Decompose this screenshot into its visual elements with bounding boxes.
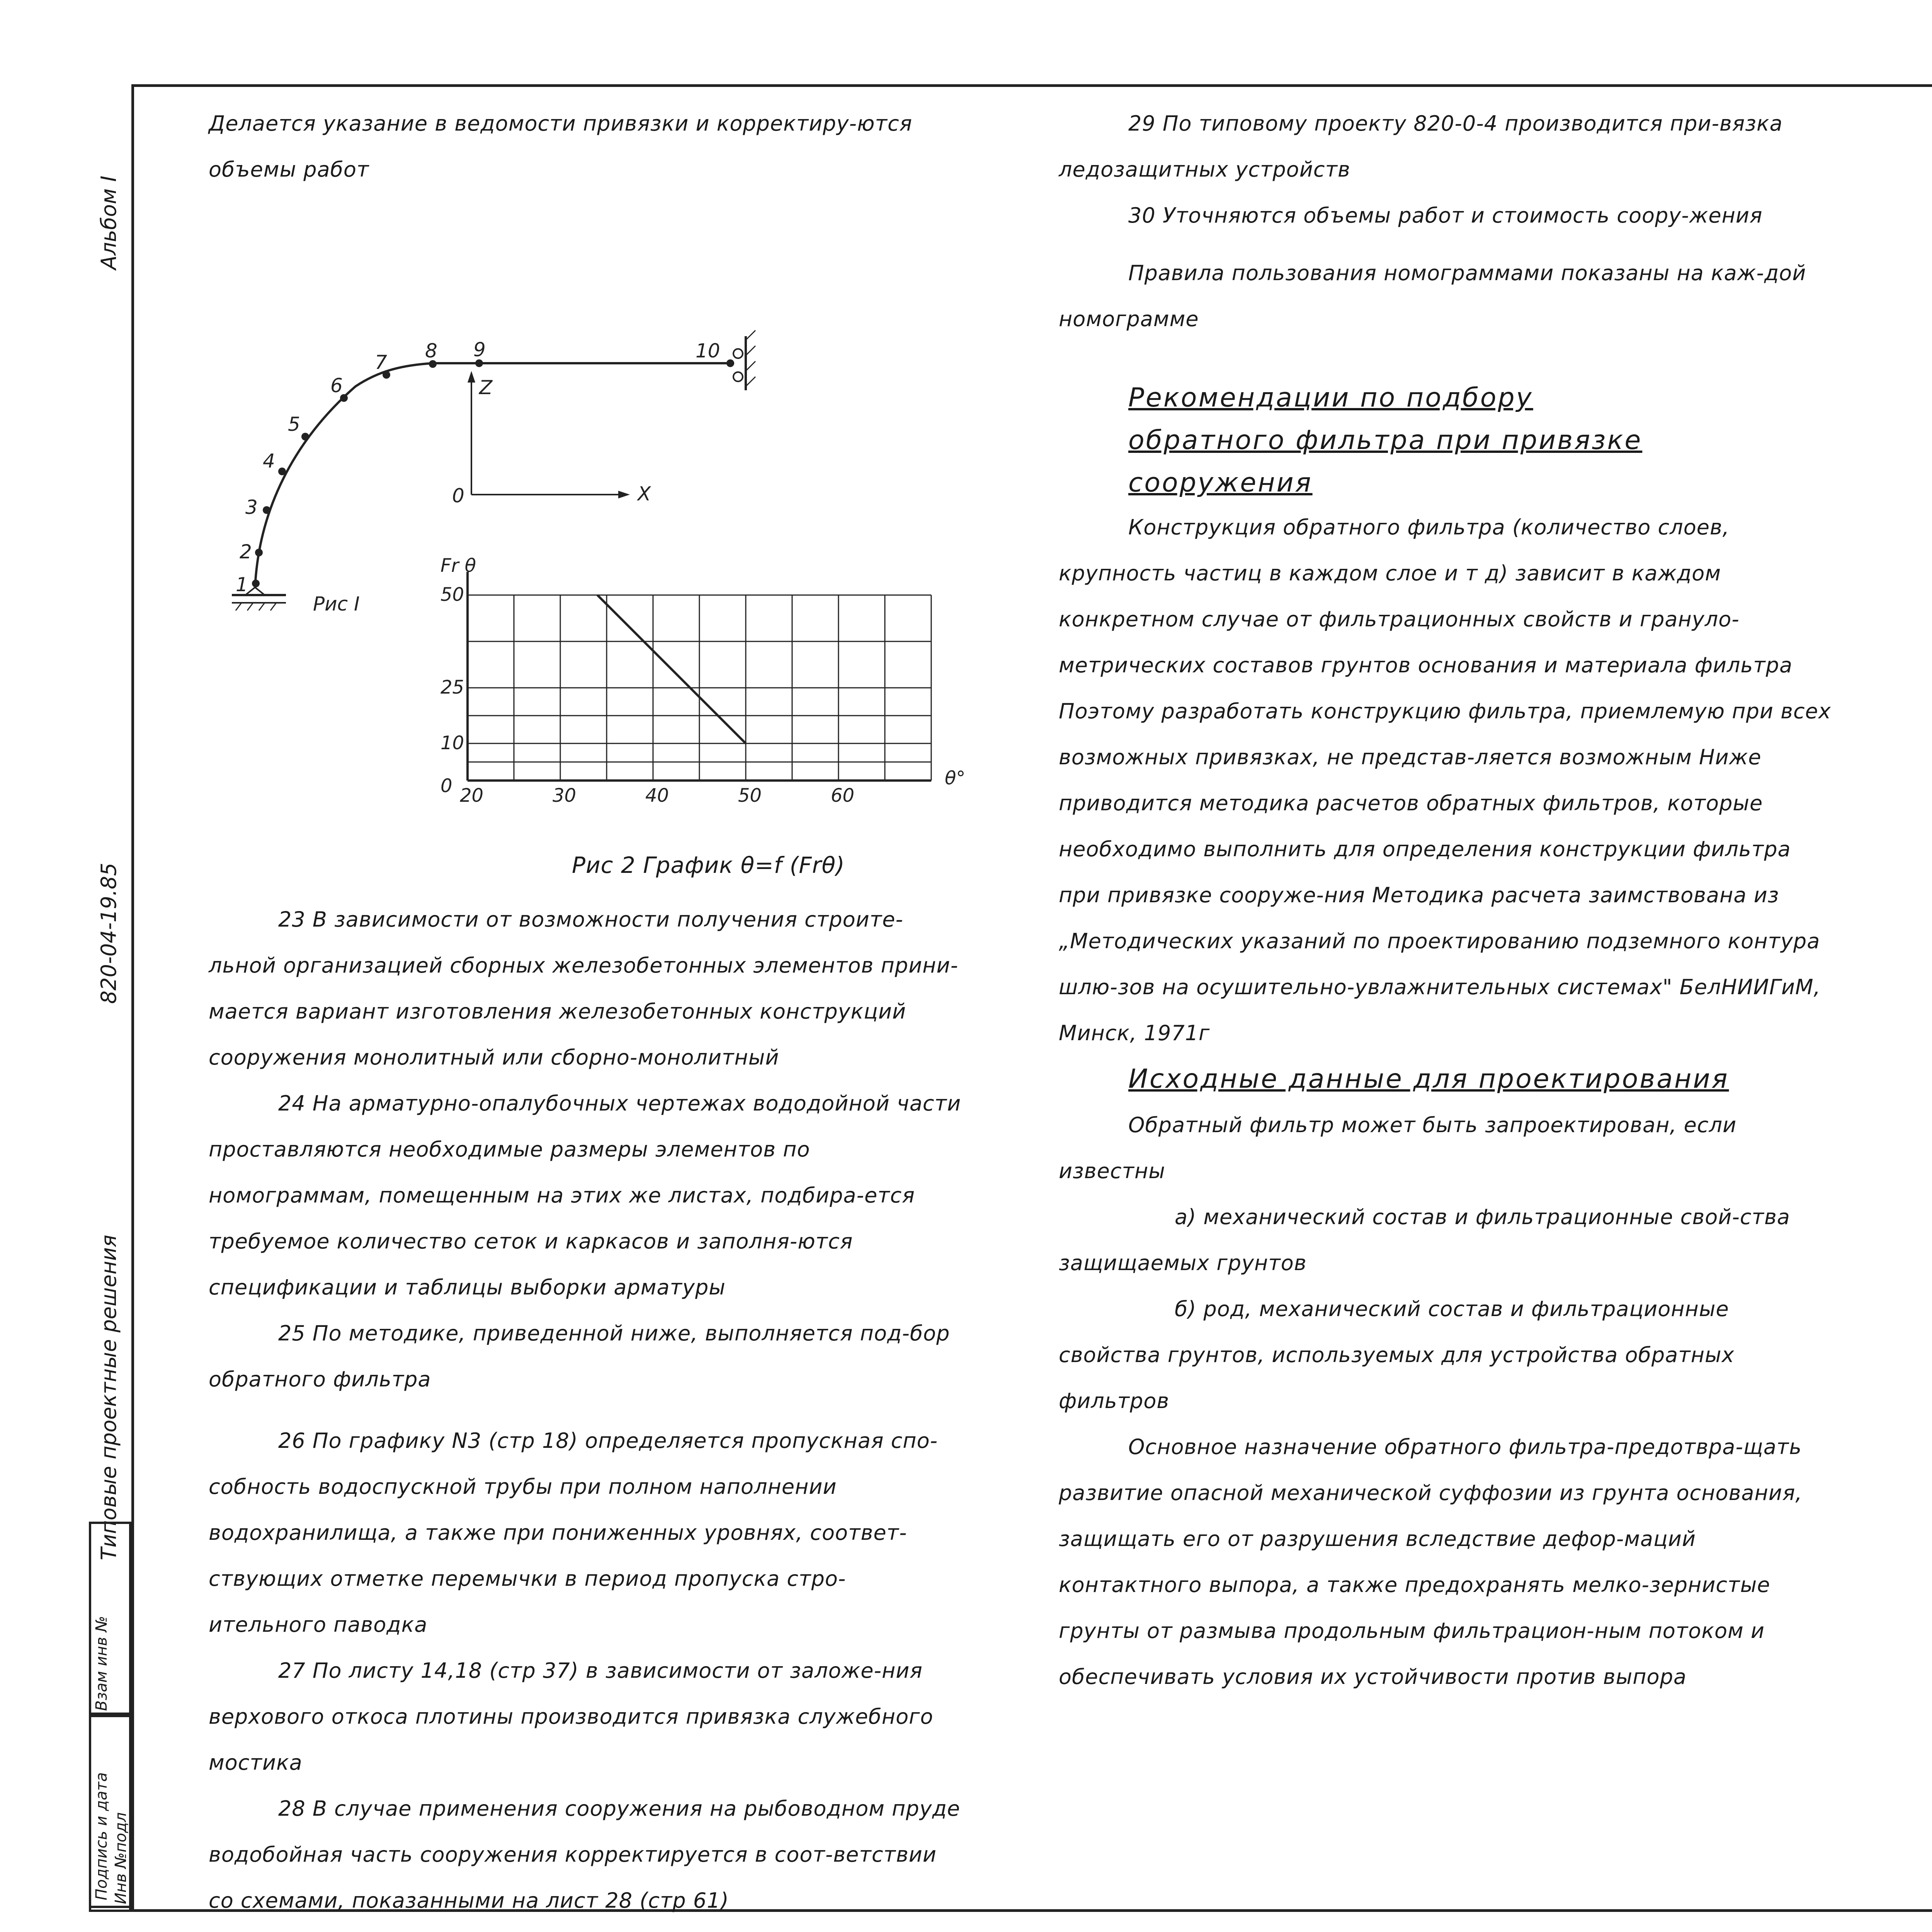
album-label: Альбом I <box>97 175 121 270</box>
point-label-1: 1 <box>236 573 248 596</box>
recommendations-text: Конструкция обратного фильтра (количество слоев, крупность частиц в каждом слое и т д) зависит в каждом конкретном случае от фильтрационных свойств и грануло-метрических составов грунтов основания и материала фильтра Поэтому разработать конструкцию фильтра, приемлемую при всех возможных привязках, не представ-ляется возможным Ниже приводится методика расчетов обратных фильтров, которые необходимо выполнить для определения конструкции фильтра при привязке сооруже-ния Методика расчета заимствована из „Методических указаний по проектированию подземного контура шлю-зов на осушительно-увлажнительных системах" БелНИИГиМ, Минск, 1971г <box>1059 515 1831 1045</box>
item-a: а) механический состав и фильтрационные свой-ства защищаемых грунтов <box>1059 1205 1790 1275</box>
stamp-cell-bottom <box>89 1908 131 1912</box>
paragraph-24: 24 На арматурно-опалубочных чертежах вододойной части проставляются необходимые размеры элементов по номограммам, помещенным на этих же листах, подбира-ется требуемое количество сеток и каркасов и заполня-ются спецификации и таблицы выборки арматуры <box>209 1091 961 1299</box>
point-label-6: 6 <box>330 374 343 397</box>
chart-xlabel: θ° <box>945 767 966 789</box>
point-label-8: 8 <box>425 340 437 362</box>
point-label-9: 9 <box>473 338 486 361</box>
point-label-10: 10 <box>696 340 720 362</box>
point-label-2: 2 <box>240 541 252 563</box>
purpose-text: Основное назначение обратного фильтра-предотвра-щать развитие опасной механической суффозии из грунта основания, защищать его от разрушения вследствие дефор-маций контактного выпора, а также предохранять мелко-зернистые грунты от размыва продольным фильтрацион-ным потоком и обеспечивать условия их устойчивости против выпора <box>1059 1435 1803 1689</box>
stamp-text-1: Инв №подл <box>112 1812 130 1904</box>
paragraph-28: 28 В случае применения сооружения на рыбоводном пруде водобойная часть сооружения корректируется в соот-ветствии со схемами, показанными на лист 28 (стр 61) <box>209 1796 961 1913</box>
chart-xtick-60: 60 <box>831 785 855 806</box>
paragraph-25: 25 По методике, приведенной ниже, выполняется под-бор обратного фильтра <box>209 1321 950 1391</box>
chart-ytick-10: 10 <box>440 732 464 754</box>
figure-1-caption: Рис I <box>313 593 360 615</box>
chart-ytick-0: 0 <box>440 775 452 797</box>
code-label: 820-04-19.85 <box>97 862 121 1004</box>
paragraph-30: 30 Уточняются объемы работ и стоимость соору-жения <box>1128 203 1763 228</box>
chart-ytick-25: 25 <box>440 677 464 698</box>
stamp-text-3: Взам инв № <box>93 1616 111 1711</box>
input-data-text: Обратный фильтр может быть запроектирован, если известны <box>1059 1113 1737 1183</box>
column-2 <box>1059 100 1832 1700</box>
chart-xtick-30: 30 <box>553 785 577 806</box>
paragraph-23: 23 В зависимости от возможности получения строите-льной организацией сборных железобетонных элементов прини-мается вариант изготовления железобетонных конструкций сооружения монолитный или сборно-монолитный <box>209 907 959 1070</box>
heading-recommendations: Рекомендации по подбору обратного фильтра при привязке сооружения <box>1128 383 1643 498</box>
paragraph-26: 26 По графику N3 (стр 18) определяется пропускная спо-собность водоспускной трубы при полном наполнении водохранилища, а также при пониженных уровнях, соответ-ствующих отметке перемычки в период пропуска стро-ительного паводка <box>209 1429 938 1637</box>
chart-xtick-40: 40 <box>645 785 669 806</box>
chart-ytick-50: 50 <box>440 584 464 605</box>
chart-xtick-50: 50 <box>738 785 762 806</box>
axis-z-label: Z <box>479 376 493 399</box>
figure-2-caption: Рис 2 График θ=f (Frθ) <box>572 852 845 878</box>
column-1 <box>209 100 962 192</box>
stamp-text-2: Подпись и дата <box>93 1772 111 1900</box>
col1-intro: Делается указание в ведомости привязки и корректиру-ются объемы работ <box>209 111 913 182</box>
chart-ylabel: Fr θ <box>440 555 476 577</box>
item-b: б) род, механический состав и фильтрационные свойства грунтов, используемых для устройства обратных фильтров <box>1059 1297 1735 1413</box>
axis-x-label: X <box>638 483 651 505</box>
nomogram-note: Правила пользования номограммами показаны на каж-дой номограмме <box>1059 261 1806 331</box>
figure-2-chart <box>425 549 1005 827</box>
point-label-7: 7 <box>375 351 387 374</box>
paragraph-27: 27 По листу 14,18 (стр 37) в зависимости от заложе-ния верхового откоса плотины производится привязка служебного мостика <box>209 1658 934 1775</box>
column-1-paragraphs <box>209 896 962 1923</box>
left-sidebar <box>89 84 131 1912</box>
chart-xtick-20: 20 <box>460 785 484 806</box>
origin-label: 0 <box>452 485 464 507</box>
heading-input-data: Исходные данные для проектирования <box>1128 1064 1729 1094</box>
point-label-3: 3 <box>245 496 258 519</box>
point-label-5: 5 <box>288 413 300 435</box>
chart-series-line <box>597 595 746 743</box>
series-label: Типовые проектные решения <box>97 1235 121 1560</box>
paragraph-29: 29 По типовому проекту 820-0-4 производится при-вязка ледозащитных устройств <box>1059 111 1783 182</box>
point-label-4: 4 <box>263 450 275 472</box>
